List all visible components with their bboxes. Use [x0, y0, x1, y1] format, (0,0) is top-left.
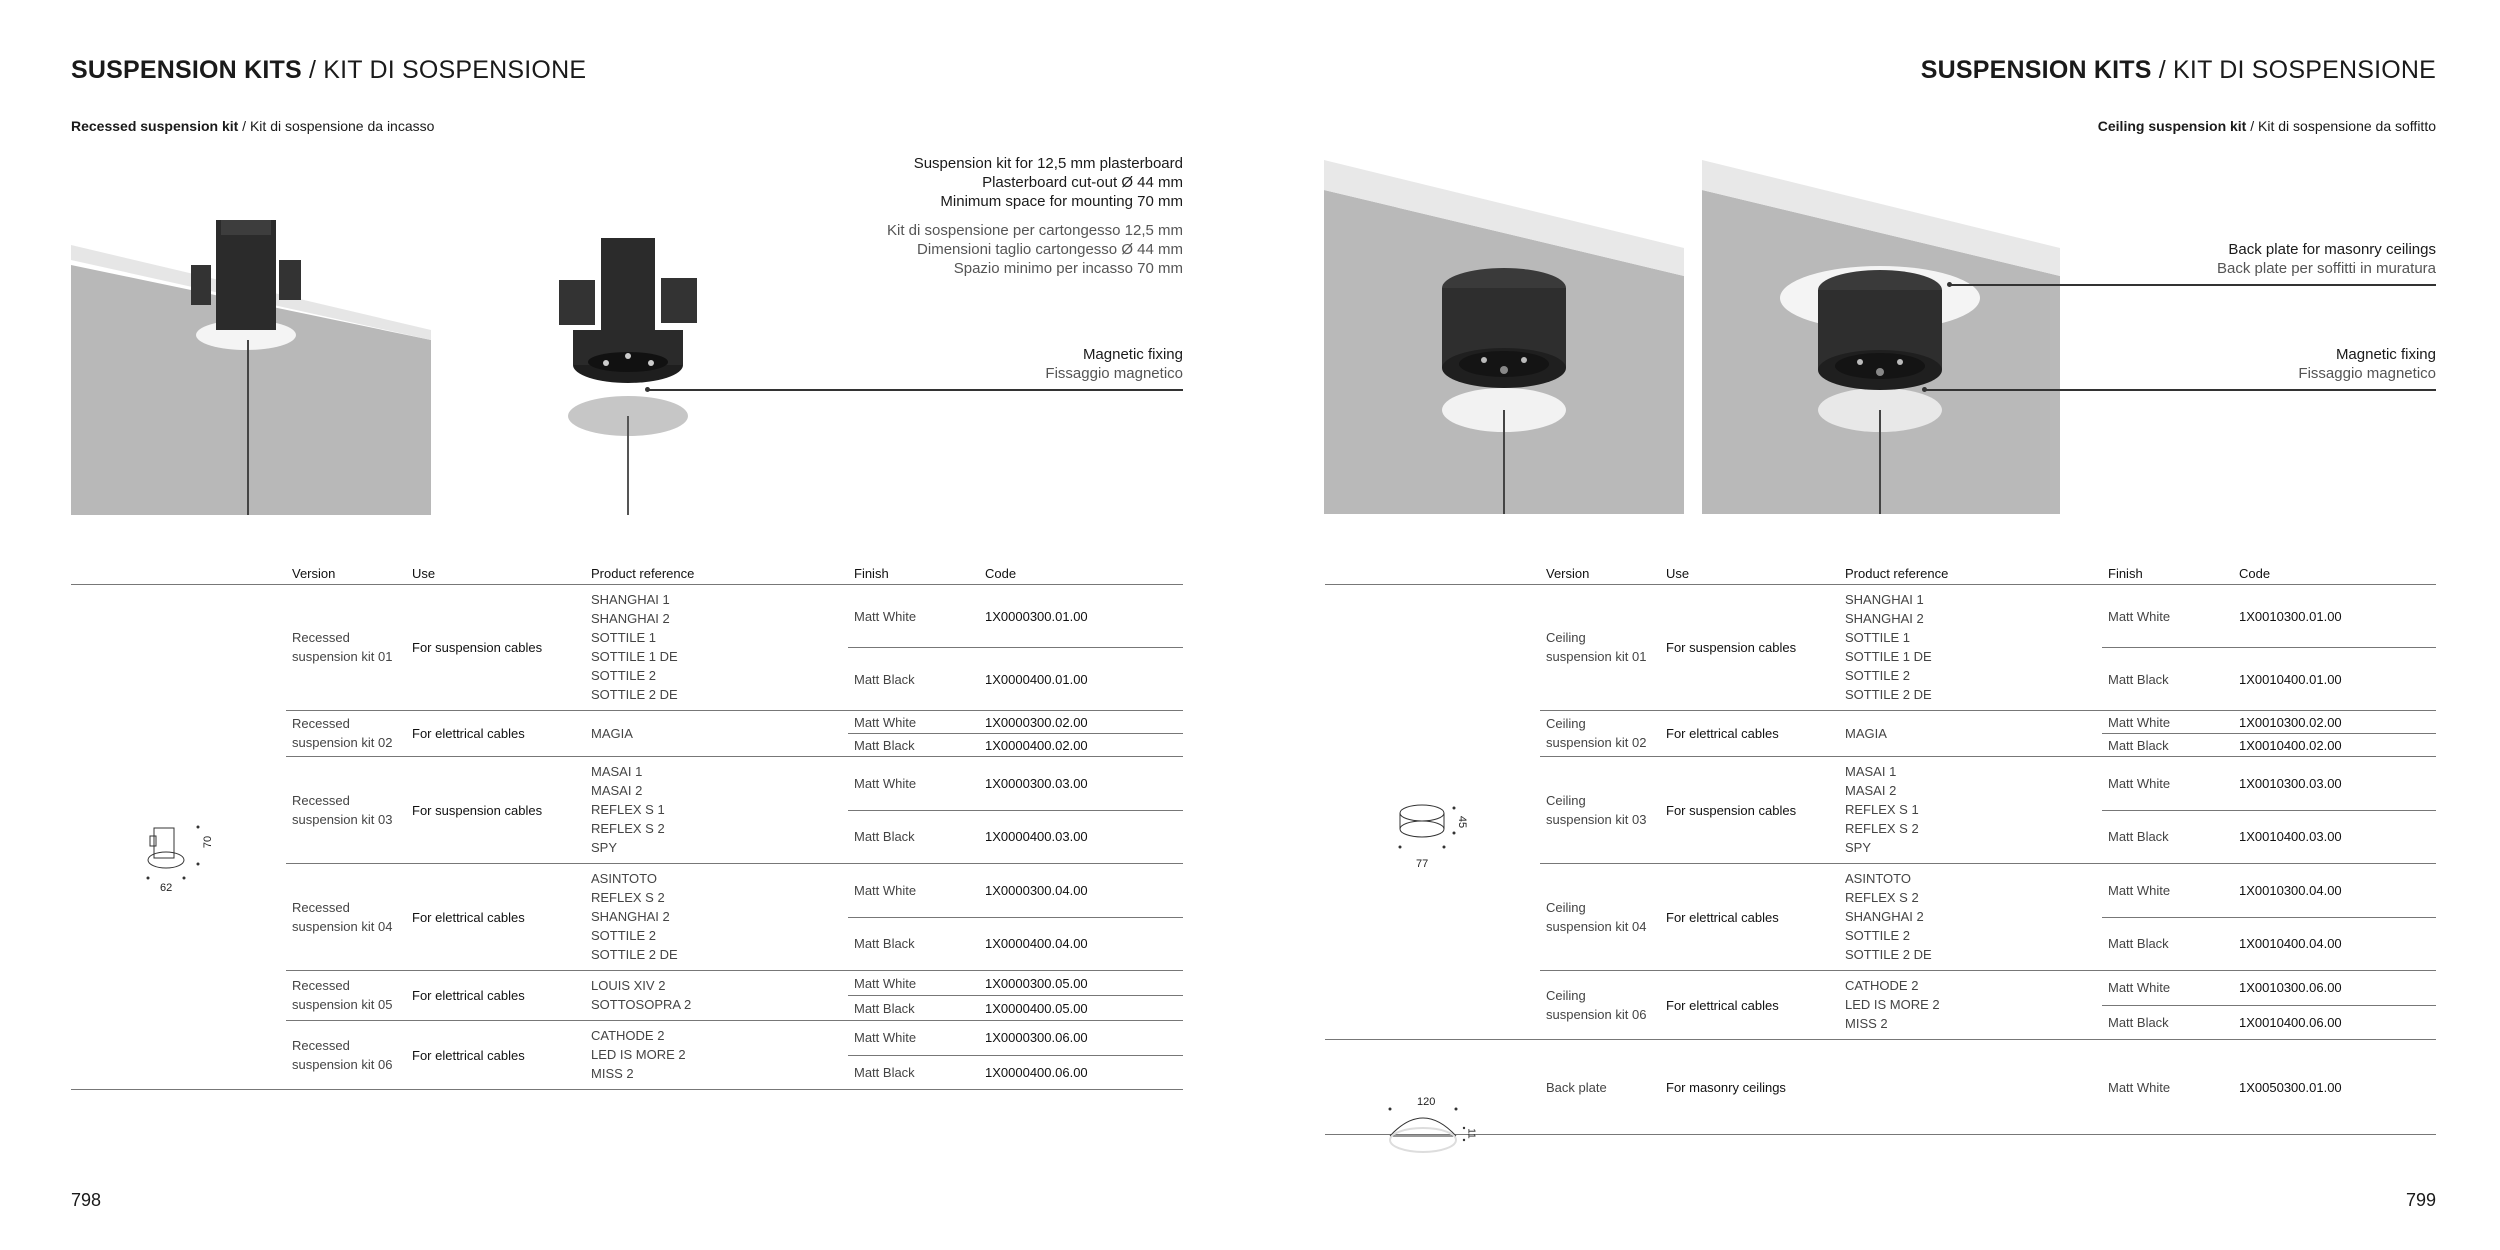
right-magnetic-callout — [2298, 345, 2436, 383]
code-cell: 1X0000400.02.00 — [985, 737, 1088, 753]
left-magnetic-leader-line — [648, 389, 1183, 391]
version-cell — [292, 898, 392, 936]
finish-cell: Matt Black — [2108, 671, 2169, 687]
version-line: suspension kit 06 — [1546, 1006, 1647, 1022]
product-reference: SOTTOSOPRA 2 — [591, 997, 692, 1012]
left-title-bold: SUSPENSION KITS — [71, 56, 302, 84]
finish-divider — [848, 917, 1183, 918]
product-reference: SOTTILE 1 DE — [1845, 649, 1932, 664]
finish-cell: Matt White — [2108, 882, 2171, 898]
table-header-use: Use — [412, 566, 436, 581]
finish-divider — [2102, 1005, 2436, 1006]
product-reference: MAGIA — [1845, 725, 1887, 741]
finish-cell: Matt Black — [854, 829, 915, 845]
product-reference-cell — [1845, 869, 1932, 964]
product-reference: MASAI 1 — [591, 764, 643, 779]
finish-cell: Matt Black — [854, 936, 915, 952]
left-magnetic-callout — [1045, 345, 1183, 383]
row-divider — [1540, 970, 2436, 971]
code-cell: 1X0010300.02.00 — [2239, 714, 2342, 730]
code-cell: 1X0000400.04.00 — [985, 936, 1088, 952]
backplate-code-cell: 1X0050300.01.00 — [2239, 1079, 2342, 1095]
backplate-version-cell: Back plate — [1546, 1079, 1607, 1095]
product-reference-cell — [1845, 976, 1940, 1033]
recessed-kit-dim-width: 62 — [160, 882, 173, 894]
product-reference: LOUIS XIV 2 — [591, 978, 666, 993]
left-subtitle-rest: / Kit di sospensione da incasso — [238, 118, 435, 134]
finish-cell: Matt White — [854, 882, 917, 898]
product-reference-cell — [591, 724, 633, 743]
product-reference: SOTTILE 2 DE — [1845, 947, 1932, 962]
product-reference: REFLEX S 2 — [1845, 890, 1919, 905]
table-header-finish: Finish — [2108, 566, 2143, 581]
backplate-it: Back plate per soffitti in muratura — [2217, 260, 2436, 277]
left-page-subtitle — [71, 118, 434, 134]
right-magnetic-it: Fissaggio magnetico — [2298, 365, 2436, 382]
left-page-title — [71, 56, 586, 85]
backplate-dim-height: 11 — [1465, 1128, 1477, 1139]
right-backplate-leader-dot — [1947, 282, 1952, 287]
right-subtitle-bold: Ceiling suspension kit — [2097, 118, 2247, 134]
product-reference: SHANGHAI 2 — [591, 611, 670, 626]
backplate-dim-width: 120 — [1417, 1096, 1436, 1108]
right-backplate-leader-line — [1950, 284, 2436, 286]
product-reference: REFLEX S 1 — [1845, 802, 1919, 817]
finish-divider — [848, 810, 1183, 811]
finish-cell: Matt White — [2108, 980, 2171, 996]
product-reference: LED IS MORE 2 — [591, 1047, 686, 1062]
version-line: suspension kit 02 — [292, 735, 393, 750]
backplate-dimension-drawing — [1382, 1102, 1472, 1172]
finish-divider — [848, 1055, 1183, 1056]
code-cell: 1X0000300.04.00 — [985, 882, 1088, 898]
row-divider — [1540, 710, 2436, 711]
product-reference: MASAI 2 — [591, 783, 643, 798]
left-spec-callout — [887, 154, 1183, 278]
use-cell: For elettrical cables — [1666, 909, 1779, 925]
backplate-finish-cell: Matt White — [2108, 1079, 2171, 1095]
finish-cell: Matt Black — [854, 671, 915, 687]
use-cell: For elettrical cables — [1666, 997, 1779, 1013]
version-line: Recessed — [292, 630, 350, 645]
finish-divider — [848, 995, 1183, 996]
product-reference: MASAI 2 — [1845, 783, 1897, 798]
finish-divider — [2102, 733, 2436, 734]
product-reference: REFLEX S 2 — [591, 890, 665, 905]
product-reference-cell — [591, 869, 678, 964]
finish-cell: Matt White — [854, 1030, 917, 1046]
code-cell: 1X0000400.06.00 — [985, 1064, 1088, 1080]
version-cell — [292, 791, 392, 829]
product-reference: REFLEX S 2 — [1845, 821, 1919, 836]
product-reference: CATHODE 2 — [1845, 978, 1919, 993]
use-cell: For suspension cables — [1666, 640, 1797, 655]
product-reference: MASAI 1 — [1845, 764, 1897, 779]
backplate-top-rule — [1325, 1039, 2436, 1040]
ceiling-kit-dimension-drawing — [1392, 795, 1472, 875]
product-reference: SHANGHAI 2 — [1845, 909, 1924, 924]
finish-cell: Matt Black — [2108, 737, 2169, 753]
version-line: Recessed — [292, 978, 350, 993]
finish-divider — [848, 647, 1183, 648]
product-reference: SOTTILE 2 — [591, 668, 657, 683]
version-line: suspension kit 03 — [1546, 811, 1647, 827]
row-divider — [1540, 756, 2436, 757]
version-line: suspension kit 01 — [1546, 649, 1647, 664]
finish-cell: Matt White — [854, 975, 917, 991]
version-cell — [1546, 791, 1646, 829]
row-divider — [286, 756, 1183, 757]
right-title-rest: / KIT DI SOSPENSIONE — [2151, 56, 2436, 84]
version-line: Recessed — [292, 716, 350, 731]
table-header-code: Code — [2239, 566, 2271, 581]
product-reference: SPY — [591, 840, 618, 855]
product-reference: SHANGHAI 2 — [1845, 611, 1924, 626]
magnetic-it: Fissaggio magnetico — [1045, 365, 1183, 382]
table-header-product-reference: Product reference — [591, 566, 695, 581]
backplate-use-cell: For masonry ceilings — [1666, 1079, 1786, 1095]
table-header-code: Code — [985, 566, 1017, 581]
product-reference-cell — [591, 762, 665, 857]
spec-en-line-2: Plasterboard cut-out Ø 44 mm — [982, 174, 1183, 191]
version-line: Recessed — [292, 792, 350, 808]
recessed-kit-illustration — [71, 160, 711, 520]
spec-it-line-1: Kit di sospensione per cartongesso 12,5 mm — [887, 222, 1183, 239]
version-line: Recessed — [292, 899, 350, 915]
spec-it-line-3: Spazio minimo per incasso 70 mm — [953, 260, 1183, 277]
code-cell: 1X0000400.05.00 — [985, 1000, 1088, 1016]
table-header-version: Version — [1546, 566, 1590, 581]
left-subtitle-bold: Recessed suspension kit — [71, 118, 239, 134]
product-reference-cell — [591, 976, 691, 1014]
version-cell — [292, 1036, 392, 1074]
backplate-en: Back plate for masonry ceilings — [2228, 241, 2436, 258]
version-cell — [292, 714, 392, 752]
product-reference: REFLEX S 1 — [591, 802, 665, 817]
product-reference: ASINTOTO — [591, 871, 657, 886]
spec-en-line-3: Minimum space for mounting 70 mm — [940, 193, 1183, 210]
product-reference: MISS 2 — [591, 1066, 634, 1081]
product-reference-cell — [1845, 762, 1919, 857]
right-page-title — [1921, 56, 2436, 85]
left-title-rest: / KIT DI SOSPENSIONE — [301, 56, 587, 84]
product-reference: SOTTILE 2 DE — [1845, 687, 1932, 702]
right-magnetic-en: Magnetic fixing — [2335, 346, 2436, 363]
right-backplate-callout — [2217, 240, 2436, 278]
right-magnetic-leader-dot — [1922, 387, 1927, 392]
product-reference-cell — [1845, 724, 1887, 743]
ceiling-kit-illustration — [1324, 158, 2064, 520]
table-bottom-rule — [1325, 1134, 2436, 1135]
code-cell: 1X0000400.01.00 — [985, 671, 1088, 687]
code-cell: 1X0010400.02.00 — [2239, 737, 2342, 753]
finish-cell: Matt White — [2108, 714, 2171, 730]
finish-cell: Matt Black — [2108, 829, 2169, 845]
recessed-kit-dimension-drawing — [140, 818, 220, 898]
version-cell — [1546, 986, 1646, 1024]
code-cell: 1X0010400.04.00 — [2239, 936, 2342, 952]
use-cell: For elettrical cables — [1666, 726, 1779, 741]
table-header-finish: Finish — [854, 566, 889, 581]
row-divider — [286, 970, 1183, 971]
version-line: suspension kit 06 — [292, 1056, 393, 1072]
spec-it-line-2: Dimensioni taglio cartongesso Ø 44 mm — [917, 241, 1183, 258]
product-reference: SOTTILE 2 — [1845, 928, 1911, 943]
finish-cell: Matt Black — [854, 737, 915, 753]
product-reference: SOTTILE 2 DE — [591, 947, 678, 962]
version-cell — [1546, 628, 1646, 666]
product-reference: SHANGHAI 1 — [591, 592, 670, 607]
finish-cell: Matt White — [854, 608, 917, 624]
code-cell: 1X0000300.03.00 — [985, 775, 1088, 791]
version-line: Ceiling — [1546, 630, 1586, 645]
product-reference: SOTTILE 1 DE — [591, 649, 678, 664]
product-reference: REFLEX S 2 — [591, 821, 665, 836]
finish-cell: Matt White — [2108, 608, 2171, 624]
product-reference-cell — [591, 590, 678, 704]
version-cell — [292, 976, 392, 1014]
product-reference: MAGIA — [591, 725, 633, 741]
right-magnetic-leader-line — [1925, 389, 2436, 391]
right-page-subtitle — [2098, 118, 2436, 134]
product-reference: CATHODE 2 — [591, 1028, 665, 1043]
code-cell: 1X0010300.04.00 — [2239, 882, 2342, 898]
finish-cell: Matt Black — [2108, 1014, 2169, 1030]
version-cell — [292, 628, 392, 666]
version-line: Ceiling — [1546, 899, 1586, 915]
use-cell: For elettrical cables — [412, 988, 525, 1003]
version-line: suspension kit 01 — [292, 649, 393, 664]
finish-cell: Matt Black — [2108, 936, 2169, 952]
finish-divider — [848, 733, 1183, 734]
use-cell: For suspension cables — [412, 640, 543, 655]
product-reference-cell — [1845, 590, 1932, 704]
product-reference: SPY — [1845, 840, 1872, 855]
product-reference: SOTTILE 1 — [1845, 630, 1911, 645]
code-cell: 1X0000300.06.00 — [985, 1030, 1088, 1046]
version-line: suspension kit 04 — [292, 918, 393, 934]
recessed-kit-dim-height: 70 — [202, 835, 215, 849]
left-page-number: 798 — [71, 1190, 102, 1210]
code-cell: 1X0000400.03.00 — [985, 829, 1088, 845]
version-line: suspension kit 03 — [292, 811, 393, 827]
product-reference: SOTTILE 2 — [1845, 668, 1911, 683]
ceiling-kit-dim-width: 77 — [1416, 858, 1429, 870]
version-line: suspension kit 02 — [1546, 735, 1647, 750]
row-divider — [71, 1089, 1183, 1090]
table-header-rule — [71, 584, 1183, 585]
version-line: suspension kit 04 — [1546, 918, 1647, 934]
version-line: Ceiling — [1546, 987, 1586, 1003]
finish-cell: Matt White — [854, 775, 917, 791]
spec-en-line-1: Suspension kit for 12,5 mm plasterboard — [913, 155, 1183, 172]
table-header-use: Use — [1666, 566, 1690, 581]
row-divider — [286, 710, 1183, 711]
product-reference: SHANGHAI 2 — [591, 909, 670, 924]
product-reference: MISS 2 — [1845, 1016, 1888, 1031]
version-line: suspension kit 05 — [292, 997, 393, 1012]
product-reference: LED IS MORE 2 — [1845, 997, 1940, 1012]
code-cell: 1X0000300.02.00 — [985, 714, 1088, 730]
finish-divider — [2102, 647, 2436, 648]
use-cell: For elettrical cables — [412, 909, 525, 925]
left-magnetic-leader-dot — [645, 387, 650, 392]
row-divider — [286, 863, 1183, 864]
code-cell: 1X0010400.01.00 — [2239, 671, 2342, 687]
code-cell: 1X0010400.03.00 — [2239, 829, 2342, 845]
code-cell: 1X0000300.05.00 — [985, 975, 1088, 991]
use-cell: For elettrical cables — [412, 1047, 525, 1063]
table-header-rule — [1325, 584, 2436, 585]
use-cell: For suspension cables — [412, 802, 543, 818]
code-cell: 1X0000300.01.00 — [985, 608, 1088, 624]
right-title-bold: SUSPENSION KITS — [1920, 56, 2152, 84]
right-subtitle-rest: / Kit di sospensione da soffitto — [2246, 118, 2436, 134]
right-page-number: 799 — [2405, 1190, 2436, 1210]
version-line: Ceiling — [1546, 716, 1586, 731]
product-reference-cell — [591, 1026, 686, 1083]
table-header-product-reference: Product reference — [1845, 566, 1949, 581]
use-cell: For elettrical cables — [412, 726, 525, 741]
version-line: Recessed — [292, 1037, 350, 1053]
finish-divider — [2102, 810, 2436, 811]
finish-cell: Matt White — [854, 714, 917, 730]
finish-cell: Matt White — [2108, 775, 2171, 791]
code-cell: 1X0010300.06.00 — [2239, 980, 2342, 996]
magnetic-en: Magnetic fixing — [1082, 346, 1183, 363]
code-cell: 1X0010300.03.00 — [2239, 775, 2342, 791]
finish-cell: Matt Black — [854, 1064, 915, 1080]
finish-divider — [2102, 917, 2436, 918]
code-cell: 1X0010400.06.00 — [2239, 1014, 2342, 1030]
code-cell: 1X0010300.01.00 — [2239, 608, 2342, 624]
product-reference: ASINTOTO — [1845, 871, 1911, 886]
version-line: Ceiling — [1546, 792, 1586, 808]
product-reference: SOTTILE 1 — [591, 630, 657, 645]
ceiling-kit-dim-height: 45 — [1456, 815, 1469, 829]
version-cell — [1546, 898, 1646, 936]
product-reference: SOTTILE 2 — [591, 928, 657, 943]
use-cell: For suspension cables — [1666, 802, 1797, 818]
row-divider — [1540, 863, 2436, 864]
finish-cell: Matt Black — [854, 1000, 915, 1016]
version-cell — [1546, 714, 1646, 752]
table-header-version: Version — [292, 566, 336, 581]
product-reference: SHANGHAI 1 — [1845, 592, 1924, 607]
row-divider — [286, 1020, 1183, 1021]
product-reference: SOTTILE 2 DE — [591, 687, 678, 702]
